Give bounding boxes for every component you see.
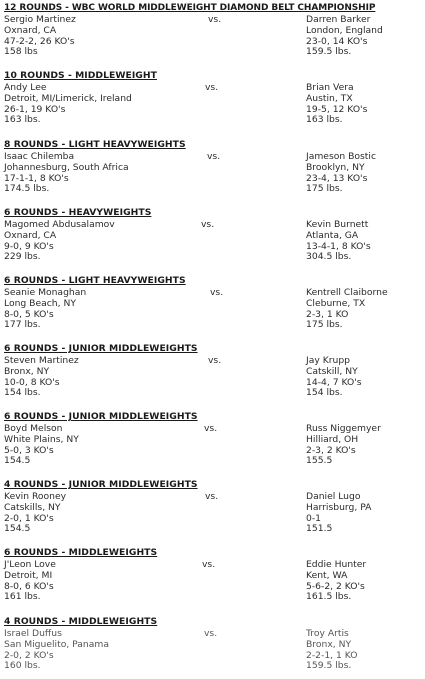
bout-heading: 6 ROUNDS - MIDDLEWEIGHTS [4, 547, 158, 558]
bout-heading: 12 ROUNDS - WBC WORLD MIDDLEWEIGHT DIAMOND BELT CHAMPIONSHIP [4, 3, 376, 13]
fighter-weight: 158 lbs [4, 46, 38, 58]
fighter-record: 23-4, 13 KO's [306, 172, 368, 184]
fighter-weight: 159.5 lbs. [306, 660, 352, 672]
right-fighter [306, 83, 367, 126]
fighter-name: Brian Vera [306, 82, 354, 93]
fighter-record: 0-1 [306, 512, 322, 524]
left-fighter [4, 356, 79, 399]
fighter-name: Andy Lee [4, 82, 47, 93]
fighter-name: Boyd Melson [4, 423, 63, 434]
fighter-name: Kevin Rooney [4, 491, 67, 502]
fighter-weight: 160 lbs. [4, 660, 41, 672]
left-fighter [4, 629, 109, 672]
fighter-name: Jay Krupp [306, 355, 350, 366]
vs-label: vs. [202, 559, 216, 570]
fighter-record: 2-3, 2 KO's [306, 444, 356, 456]
vs-label: vs. [205, 82, 219, 93]
left-fighter [4, 15, 76, 58]
right-fighter [306, 560, 366, 603]
fighter-record: 2-3, 1 KO [306, 308, 349, 320]
fighter-record: 2-0, 1 KO's [4, 512, 54, 524]
vs-label: vs. [208, 14, 222, 25]
bout-heading: 10 ROUNDS - MIDDLEWEIGHT [4, 70, 157, 81]
fighter-weight: 177 lbs. [4, 319, 41, 331]
fighter-weight: 163 lbs. [306, 114, 343, 126]
fighter-hometown: Atlanta, GA [306, 229, 359, 241]
fighter-hometown: Bronx, NY [4, 365, 50, 377]
fighter-name: Isaac Chilemba [4, 151, 75, 162]
fighter-name: Israel Duffus [4, 628, 62, 639]
fighter-hometown: Kent, WA [306, 569, 348, 581]
bout-heading: 6 ROUNDS - JUNIOR MIDDLEWEIGHTS [4, 343, 198, 354]
fighter-weight: 154 lbs. [306, 387, 343, 399]
fighter-weight: 174.5 lbs. [4, 183, 50, 195]
fighter-name: Magomed Abdusalamov [4, 219, 115, 230]
vs-label: vs. [207, 151, 221, 162]
fighter-record: 19-5, 12 KO's [306, 103, 368, 115]
right-fighter [306, 152, 376, 195]
left-fighter [4, 492, 66, 535]
fighter-weight: 154.5 [4, 455, 31, 467]
fighter-hometown: Detroit, MI [4, 569, 53, 581]
fighter-name: Kentrell Claiborne [306, 287, 388, 298]
vs-label: vs. [204, 423, 218, 434]
bout-heading: 4 ROUNDS - MIDDLEWEIGHTS [4, 616, 158, 627]
fighter-record: 5-0, 3 KO's [4, 444, 54, 456]
fighter-record: 5-6-2, 2 KO's [306, 580, 365, 592]
fighter-record: 2-0, 2 KO's [4, 649, 54, 661]
right-fighter [306, 492, 371, 535]
vs-label: vs. [201, 219, 215, 230]
right-fighter [306, 15, 383, 58]
fighter-record: 8-0, 5 KO's [4, 308, 54, 320]
fighter-weight: 154 lbs. [4, 387, 41, 399]
fighter-record: 8-0, 6 KO's [4, 580, 54, 592]
bout-heading: 6 ROUNDS - LIGHT HEAVYWEIGHTS [4, 275, 186, 286]
fighter-hometown: White Plains, NY [4, 433, 79, 445]
fighter-record: 13-4-1, 8 KO's [306, 240, 371, 252]
fighter-weight: 163 lbs. [4, 114, 41, 126]
fighter-hometown: Oxnard, CA [4, 229, 57, 241]
vs-label: vs. [204, 628, 218, 639]
fighter-hometown: Oxnard, CA [4, 24, 57, 36]
fighter-hometown: Detroit, MI/Limerick, Ireland [4, 92, 132, 104]
fighter-record: 23-0, 14 KO's [306, 35, 368, 47]
fighter-name: Troy Artis [306, 628, 349, 639]
vs-label: vs. [208, 355, 222, 366]
fighter-name: Darren Barker [306, 14, 371, 25]
fighter-hometown: Long Beach, NY [4, 297, 76, 309]
fighter-weight: 161 lbs. [4, 591, 41, 603]
fighter-hometown: San Miguelito, Panama [4, 638, 109, 650]
bout-heading: 6 ROUNDS - JUNIOR MIDDLEWEIGHTS [4, 411, 198, 422]
fighter-weight: 154.5 [4, 523, 31, 535]
left-fighter [4, 560, 56, 603]
fighter-name: Steven Martinez [4, 355, 79, 366]
bout-heading: 8 ROUNDS - LIGHT HEAVYWEIGHTS [4, 139, 186, 150]
right-fighter [306, 424, 381, 467]
bout-heading: 4 ROUNDS - JUNIOR MIDDLEWEIGHTS [4, 479, 198, 490]
fighter-weight: 229 lbs. [4, 251, 41, 263]
left-fighter [4, 424, 79, 467]
fighter-record: 26-1, 19 KO's [4, 103, 66, 115]
fighter-hometown: Bronx, NY [306, 638, 352, 650]
fighter-hometown: London, England [306, 24, 383, 36]
fighter-record: 17-1-1, 8 KO's [4, 172, 69, 184]
right-fighter [306, 629, 358, 672]
left-fighter [4, 220, 115, 263]
fighter-record: 14-4, 7 KO's [306, 376, 362, 388]
right-fighter [306, 356, 362, 399]
left-fighter [4, 152, 129, 195]
fighter-name: Eddie Hunter [306, 559, 367, 570]
fighter-hometown: Johannesburg, South Africa [4, 161, 129, 173]
vs-label: vs. [210, 287, 224, 298]
fighter-hometown: Austin, TX [306, 92, 353, 104]
fighter-hometown: Hilliard, OH [306, 433, 359, 445]
fighter-record: 2-2-1, 1 KO [306, 649, 358, 661]
fighter-name: Russ Niggemyer [306, 423, 381, 434]
fighter-hometown: Cleburne, TX [306, 297, 366, 309]
fighter-hometown: Harrisburg, PA [306, 501, 372, 513]
bout-heading: 6 ROUNDS - HEAVYWEIGHTS [4, 207, 152, 218]
fighter-weight: 161.5 lbs. [306, 591, 352, 603]
fighter-hometown: Catskills, NY [4, 501, 61, 513]
fighter-name: Jameson Bostic [306, 151, 377, 162]
right-fighter [306, 288, 388, 331]
fighter-weight: 151.5 [306, 523, 333, 535]
vs-label: vs. [205, 491, 219, 502]
fighter-weight: 175 lbs. [306, 319, 343, 331]
fighter-weight: 155.5 [306, 455, 333, 467]
fighter-record: 10-0, 8 KO's [4, 376, 60, 388]
fighter-weight: 304.5 lbs. [306, 251, 352, 263]
fighter-weight: 175 lbs. [306, 183, 343, 195]
fighter-name: J'Leon Love [4, 559, 56, 570]
right-fighter [306, 220, 371, 263]
fighter-name: Kevin Burnett [306, 219, 369, 230]
fighter-record: 9-0, 9 KO's [4, 240, 54, 252]
fighter-weight: 159.5 lbs. [306, 46, 352, 58]
fighter-name: Sergio Martinez [4, 14, 76, 25]
fighter-name: Seanie Monaghan [4, 287, 87, 298]
left-fighter [4, 83, 132, 126]
fighter-hometown: Brooklyn, NY [306, 161, 365, 173]
left-fighter [4, 288, 86, 331]
fighter-name: Daniel Lugo [306, 491, 361, 502]
fighter-hometown: Catskill, NY [306, 365, 358, 377]
fighter-record: 47-2-2, 26 KO's [4, 35, 75, 47]
